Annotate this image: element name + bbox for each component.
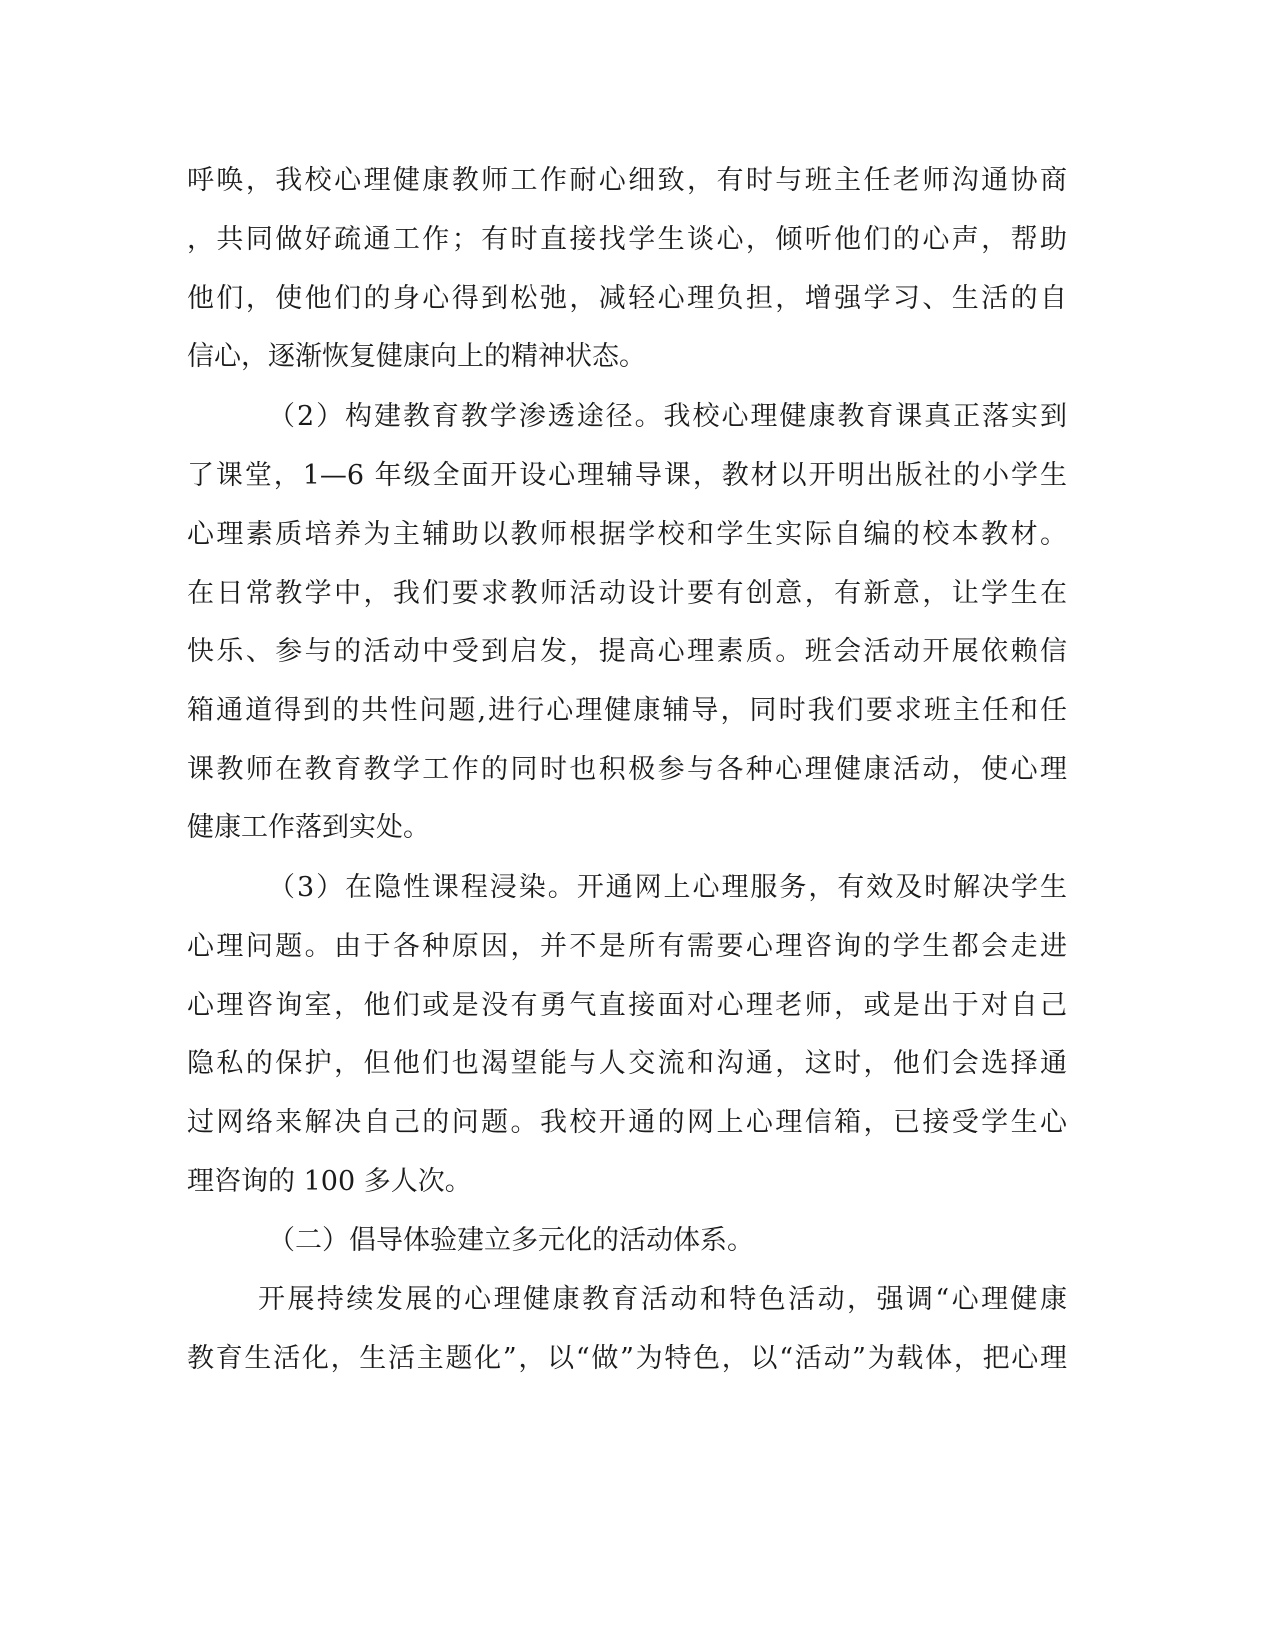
text-line: 过网络来解决自己的问题。我校开通的网上心理信箱，已接受学生心 (187, 1107, 1067, 1138)
text-line: 隐私的保护，但他们也渴望能与人交流和沟通，这时，他们会选择通 (187, 1048, 1067, 1079)
text-line: 心理问题。由于各种原因，并不是所有需要心理咨询的学生都会走进 (187, 931, 1067, 962)
text-line: 在日常教学中，我们要求教师活动设计要有创意，有新意，让学生在 (187, 578, 1067, 609)
text-line: 开展持续发展的心理健康教育活动和特色活动，强调“心理健康 (258, 1284, 1067, 1315)
text-line: 了课堂，1—6 年级全面开设心理辅导课，教材以开明出版社的小学生 (187, 460, 1067, 491)
text-line: 信心，逐渐恢复健康向上的精神状态。 (187, 341, 646, 372)
text-line: 心理咨询室，他们或是没有勇气直接面对心理老师，或是出于对自己 (187, 990, 1067, 1021)
text-line: 箱通道得到的共性问题,进行心理健康辅导，同时我们要求班主任和任 (187, 695, 1067, 726)
text-line: ，共同做好疏通工作；有时直接找学生谈心，倾听他们的心声，帮助 (187, 224, 1067, 255)
text-line: 课教师在教育教学工作的同时也积极参与各种心理健康活动，使心理 (187, 754, 1067, 785)
text-line: 心理素质培养为主辅助以教师根据学校和学生实际自编的校本教材。 (187, 519, 1067, 550)
text-line: 教育生活化，生活主题化”，以“做”为特色，以“活动”为载体，把心理 (187, 1343, 1067, 1374)
text-line: 呼唤，我校心理健康教师工作耐心细致，有时与班主任老师沟通协商 (187, 165, 1067, 196)
text-line: 理咨询的 100 多人次。 (187, 1166, 472, 1197)
paragraph-heading-3: （3）在隐性课程浸染。开通网上心理服务，有效及时解决学生 (268, 872, 1067, 903)
text-line: 他们，使他们的身心得到松弛，减轻心理负担，增强学习、生活的自 (187, 283, 1067, 314)
section-heading: （二）倡导体验建立多元化的活动体系。 (268, 1225, 754, 1256)
paragraph-heading-2: （2）构建教育教学渗透途径。我校心理健康教育课真正落实到 (268, 401, 1067, 432)
text-line: 健康工作落到实处。 (187, 812, 430, 843)
text-line: 快乐、参与的活动中受到启发，提高心理素质。班会活动开展依赖信 (187, 636, 1067, 667)
